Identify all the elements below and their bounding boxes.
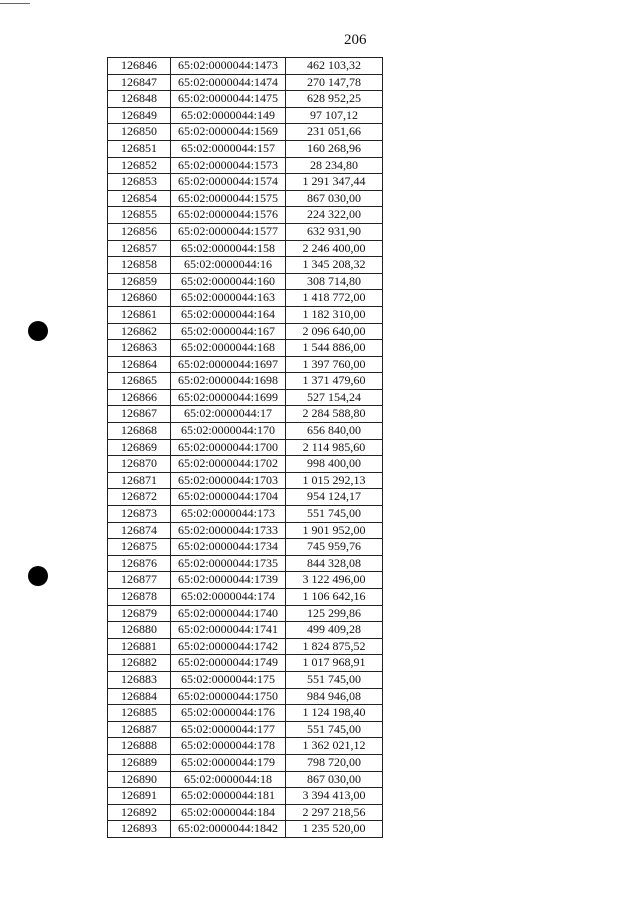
row-number-cell: 126884 (108, 688, 171, 705)
cadastral-value-cell: 1 182 310,00 (286, 306, 383, 323)
row-number-cell: 126888 (108, 738, 171, 755)
row-number-cell: 126851 (108, 140, 171, 157)
cadastral-number-cell: 65:02:0000044:1749 (171, 655, 286, 672)
cadastral-number-cell: 65:02:0000044:1576 (171, 207, 286, 224)
cadastral-number-cell: 65:02:0000044:1573 (171, 157, 286, 174)
cadastral-value-cell: 2 096 640,00 (286, 323, 383, 340)
cadastral-value-cell: 844 328,08 (286, 555, 383, 572)
table-row (108, 638, 383, 655)
cadastral-number-cell: 65:02:0000044:1699 (171, 389, 286, 406)
cadastral-number-cell: 65:02:0000044:1569 (171, 124, 286, 141)
row-number-cell: 126892 (108, 804, 171, 821)
table-row (108, 622, 383, 639)
cadastral-value-cell: 1 371 479,60 (286, 373, 383, 390)
row-number-cell: 126855 (108, 207, 171, 224)
table-row (108, 721, 383, 738)
cadastral-value-cell: 2 246 400,00 (286, 240, 383, 257)
table-row (108, 240, 383, 257)
table-row (108, 306, 383, 323)
cadastral-number-cell: 65:02:0000044:1474 (171, 74, 286, 91)
cadastral-value-cell: 270 147,78 (286, 74, 383, 91)
cadastral-number-cell: 65:02:0000044:1574 (171, 174, 286, 191)
row-number-cell: 126874 (108, 522, 171, 539)
row-number-cell: 126860 (108, 290, 171, 307)
row-number-cell: 126893 (108, 821, 171, 838)
row-number-cell: 126866 (108, 389, 171, 406)
cadastral-number-cell: 65:02:0000044:1575 (171, 190, 286, 207)
table-row (108, 788, 383, 805)
table-row (108, 157, 383, 174)
row-number-cell: 126885 (108, 705, 171, 722)
cadastral-number-cell: 65:02:0000044:1734 (171, 539, 286, 556)
table-row (108, 821, 383, 838)
row-number-cell: 126852 (108, 157, 171, 174)
row-number-cell: 126850 (108, 124, 171, 141)
cadastral-value-cell: 308 714,80 (286, 273, 383, 290)
cadastral-number-cell: 65:02:0000044:1704 (171, 489, 286, 506)
cadastral-value-cell: 867 030,00 (286, 771, 383, 788)
cadastral-number-cell: 65:02:0000044:1577 (171, 223, 286, 240)
cadastral-number-cell: 65:02:0000044:1740 (171, 605, 286, 622)
page-number: 206 (344, 32, 367, 48)
cadastral-number-cell: 65:02:0000044:160 (171, 273, 286, 290)
cadastral-number-cell: 65:02:0000044:163 (171, 290, 286, 307)
cadastral-value-cell: 1 544 886,00 (286, 340, 383, 357)
table-row (108, 389, 383, 406)
table-row (108, 190, 383, 207)
cadastral-value-cell: 2 284 588,80 (286, 406, 383, 423)
cadastral-number-cell: 65:02:0000044:1750 (171, 688, 286, 705)
table-row (108, 356, 383, 373)
cadastral-value-cell: 551 745,00 (286, 671, 383, 688)
cadastral-value-cell: 527 154,24 (286, 389, 383, 406)
cadastral-number-cell: 65:02:0000044:164 (171, 306, 286, 323)
row-number-cell: 126876 (108, 555, 171, 572)
table-row (108, 174, 383, 191)
table-row (108, 373, 383, 390)
cadastral-value-cell: 1 015 292,13 (286, 472, 383, 489)
table-row (108, 290, 383, 307)
table-row (108, 323, 383, 340)
cadastral-value-cell: 1 418 772,00 (286, 290, 383, 307)
cadastral-number-cell: 65:02:0000044:1735 (171, 555, 286, 572)
table-row (108, 506, 383, 523)
cadastral-value-cell: 798 720,00 (286, 754, 383, 771)
cadastral-number-cell: 65:02:0000044:175 (171, 671, 286, 688)
cadastral-number-cell: 65:02:0000044:18 (171, 771, 286, 788)
binder-hole-punch (28, 321, 48, 341)
cadastral-value-cell: 551 745,00 (286, 506, 383, 523)
cadastral-value-cell: 1 397 760,00 (286, 356, 383, 373)
cadastral-number-cell: 65:02:0000044:1473 (171, 58, 286, 75)
cadastral-number-cell: 65:02:0000044:1842 (171, 821, 286, 838)
table-row (108, 223, 383, 240)
table-row (108, 705, 383, 722)
binder-hole-punch (28, 566, 48, 586)
table-row (108, 58, 383, 75)
row-number-cell: 126889 (108, 754, 171, 771)
cadastral-number-cell: 65:02:0000044:174 (171, 589, 286, 606)
row-number-cell: 126877 (108, 572, 171, 589)
cadastral-number-cell: 65:02:0000044:176 (171, 705, 286, 722)
table-row (108, 555, 383, 572)
cadastral-value-cell: 1 124 198,40 (286, 705, 383, 722)
row-number-cell: 126862 (108, 323, 171, 340)
scan-edge-mark (0, 3, 30, 4)
row-number-cell: 126858 (108, 257, 171, 274)
table-row (108, 688, 383, 705)
table-row (108, 423, 383, 440)
table-row (108, 539, 383, 556)
row-number-cell: 126848 (108, 91, 171, 108)
row-number-cell: 126870 (108, 456, 171, 473)
row-number-cell: 126875 (108, 539, 171, 556)
row-number-cell: 126867 (108, 406, 171, 423)
cadastral-number-cell: 65:02:0000044:1703 (171, 472, 286, 489)
table-row (108, 207, 383, 224)
table-row (108, 257, 383, 274)
cadastral-number-cell: 65:02:0000044:168 (171, 340, 286, 357)
row-number-cell: 126891 (108, 788, 171, 805)
cadastral-number-cell: 65:02:0000044:157 (171, 140, 286, 157)
table-row (108, 140, 383, 157)
cadastral-value-cell: 1 106 642,16 (286, 589, 383, 606)
cadastral-value-cell: 1 235 520,00 (286, 821, 383, 838)
cadastral-value-cell: 1 362 021,12 (286, 738, 383, 755)
row-number-cell: 126854 (108, 190, 171, 207)
cadastral-value-cell: 1 017 968,91 (286, 655, 383, 672)
table-row (108, 771, 383, 788)
cadastral-value-cell: 1 824 875,52 (286, 638, 383, 655)
cadastral-number-cell: 65:02:0000044:1733 (171, 522, 286, 539)
cadastral-value-cell: 2 114 985,60 (286, 439, 383, 456)
table-row (108, 522, 383, 539)
cadastral-number-cell: 65:02:0000044:1742 (171, 638, 286, 655)
row-number-cell: 126846 (108, 58, 171, 75)
row-number-cell: 126856 (108, 223, 171, 240)
cadastral-number-cell: 65:02:0000044:1697 (171, 356, 286, 373)
cadastral-number-cell: 65:02:0000044:178 (171, 738, 286, 755)
cadastral-value-cell: 745 959,76 (286, 539, 383, 556)
table-row (108, 489, 383, 506)
table-row (108, 273, 383, 290)
cadastral-value-cell: 160 268,96 (286, 140, 383, 157)
cadastral-number-cell: 65:02:0000044:1698 (171, 373, 286, 390)
cadastral-number-cell: 65:02:0000044:1700 (171, 439, 286, 456)
table-row (108, 472, 383, 489)
cadastral-number-cell: 65:02:0000044:149 (171, 107, 286, 124)
table-row (108, 74, 383, 91)
table-row (108, 655, 383, 672)
table-row (108, 754, 383, 771)
row-number-cell: 126847 (108, 74, 171, 91)
cadastral-value-cell: 3 122 496,00 (286, 572, 383, 589)
cadastral-value-cell: 656 840,00 (286, 423, 383, 440)
cadastral-number-cell: 65:02:0000044:181 (171, 788, 286, 805)
row-number-cell: 126871 (108, 472, 171, 489)
cadastral-value-cell: 462 103,32 (286, 58, 383, 75)
table-row (108, 439, 383, 456)
cadastral-number-cell: 65:02:0000044:184 (171, 804, 286, 821)
cadastral-number-cell: 65:02:0000044:1739 (171, 572, 286, 589)
row-number-cell: 126887 (108, 721, 171, 738)
cadastral-number-cell: 65:02:0000044:16 (171, 257, 286, 274)
row-number-cell: 126880 (108, 622, 171, 639)
table-row (108, 406, 383, 423)
table-body (108, 58, 383, 838)
table-row (108, 572, 383, 589)
cadastral-value-cell: 954 124,17 (286, 489, 383, 506)
cadastral-value-cell: 231 051,66 (286, 124, 383, 141)
cadastral-value-cell: 97 107,12 (286, 107, 383, 124)
cadastral-number-cell: 65:02:0000044:177 (171, 721, 286, 738)
cadastral-value-cell: 125 299,86 (286, 605, 383, 622)
row-number-cell: 126873 (108, 506, 171, 523)
row-number-cell: 126872 (108, 489, 171, 506)
row-number-cell: 126868 (108, 423, 171, 440)
cadastral-value-cell: 2 297 218,56 (286, 804, 383, 821)
row-number-cell: 126863 (108, 340, 171, 357)
cadastral-number-cell: 65:02:0000044:167 (171, 323, 286, 340)
cadastral-number-cell: 65:02:0000044:1741 (171, 622, 286, 639)
row-number-cell: 126857 (108, 240, 171, 257)
cadastral-value-cell: 3 394 413,00 (286, 788, 383, 805)
cadastral-number-cell: 65:02:0000044:1702 (171, 456, 286, 473)
cadastral-value-cell: 1 901 952,00 (286, 522, 383, 539)
cadastral-number-cell: 65:02:0000044:158 (171, 240, 286, 257)
cadastral-value-cell: 867 030,00 (286, 190, 383, 207)
cadastral-value-cell: 28 234,80 (286, 157, 383, 174)
row-number-cell: 126881 (108, 638, 171, 655)
row-number-cell: 126878 (108, 589, 171, 606)
cadastral-number-cell: 65:02:0000044:1475 (171, 91, 286, 108)
table-row (108, 91, 383, 108)
row-number-cell: 126864 (108, 356, 171, 373)
cadastral-value-cell: 551 745,00 (286, 721, 383, 738)
row-number-cell: 126882 (108, 655, 171, 672)
row-number-cell: 126890 (108, 771, 171, 788)
cadastral-number-cell: 65:02:0000044:17 (171, 406, 286, 423)
row-number-cell: 126861 (108, 306, 171, 323)
table-row (108, 107, 383, 124)
cadastral-value-cell: 632 931,90 (286, 223, 383, 240)
row-number-cell: 126865 (108, 373, 171, 390)
table-row (108, 456, 383, 473)
cadastral-value-cell: 998 400,00 (286, 456, 383, 473)
cadastral-value-cell: 1 291 347,44 (286, 174, 383, 191)
table-row (108, 589, 383, 606)
row-number-cell: 126859 (108, 273, 171, 290)
cadastral-value-cell: 224 322,00 (286, 207, 383, 224)
cadastral-value-cell: 628 952,25 (286, 91, 383, 108)
row-number-cell: 126883 (108, 671, 171, 688)
table-row (108, 671, 383, 688)
row-number-cell: 126849 (108, 107, 171, 124)
table-row (108, 605, 383, 622)
table-row (108, 804, 383, 821)
row-number-cell: 126853 (108, 174, 171, 191)
cadastral-number-cell: 65:02:0000044:179 (171, 754, 286, 771)
cadastral-value-cell: 1 345 208,32 (286, 257, 383, 274)
cadastral-value-table (107, 57, 383, 838)
table-row (108, 124, 383, 141)
cadastral-value-cell: 984 946,08 (286, 688, 383, 705)
cadastral-number-cell: 65:02:0000044:173 (171, 506, 286, 523)
table-row (108, 340, 383, 357)
table-row (108, 738, 383, 755)
row-number-cell: 126869 (108, 439, 171, 456)
row-number-cell: 126879 (108, 605, 171, 622)
cadastral-number-cell: 65:02:0000044:170 (171, 423, 286, 440)
cadastral-value-cell: 499 409,28 (286, 622, 383, 639)
